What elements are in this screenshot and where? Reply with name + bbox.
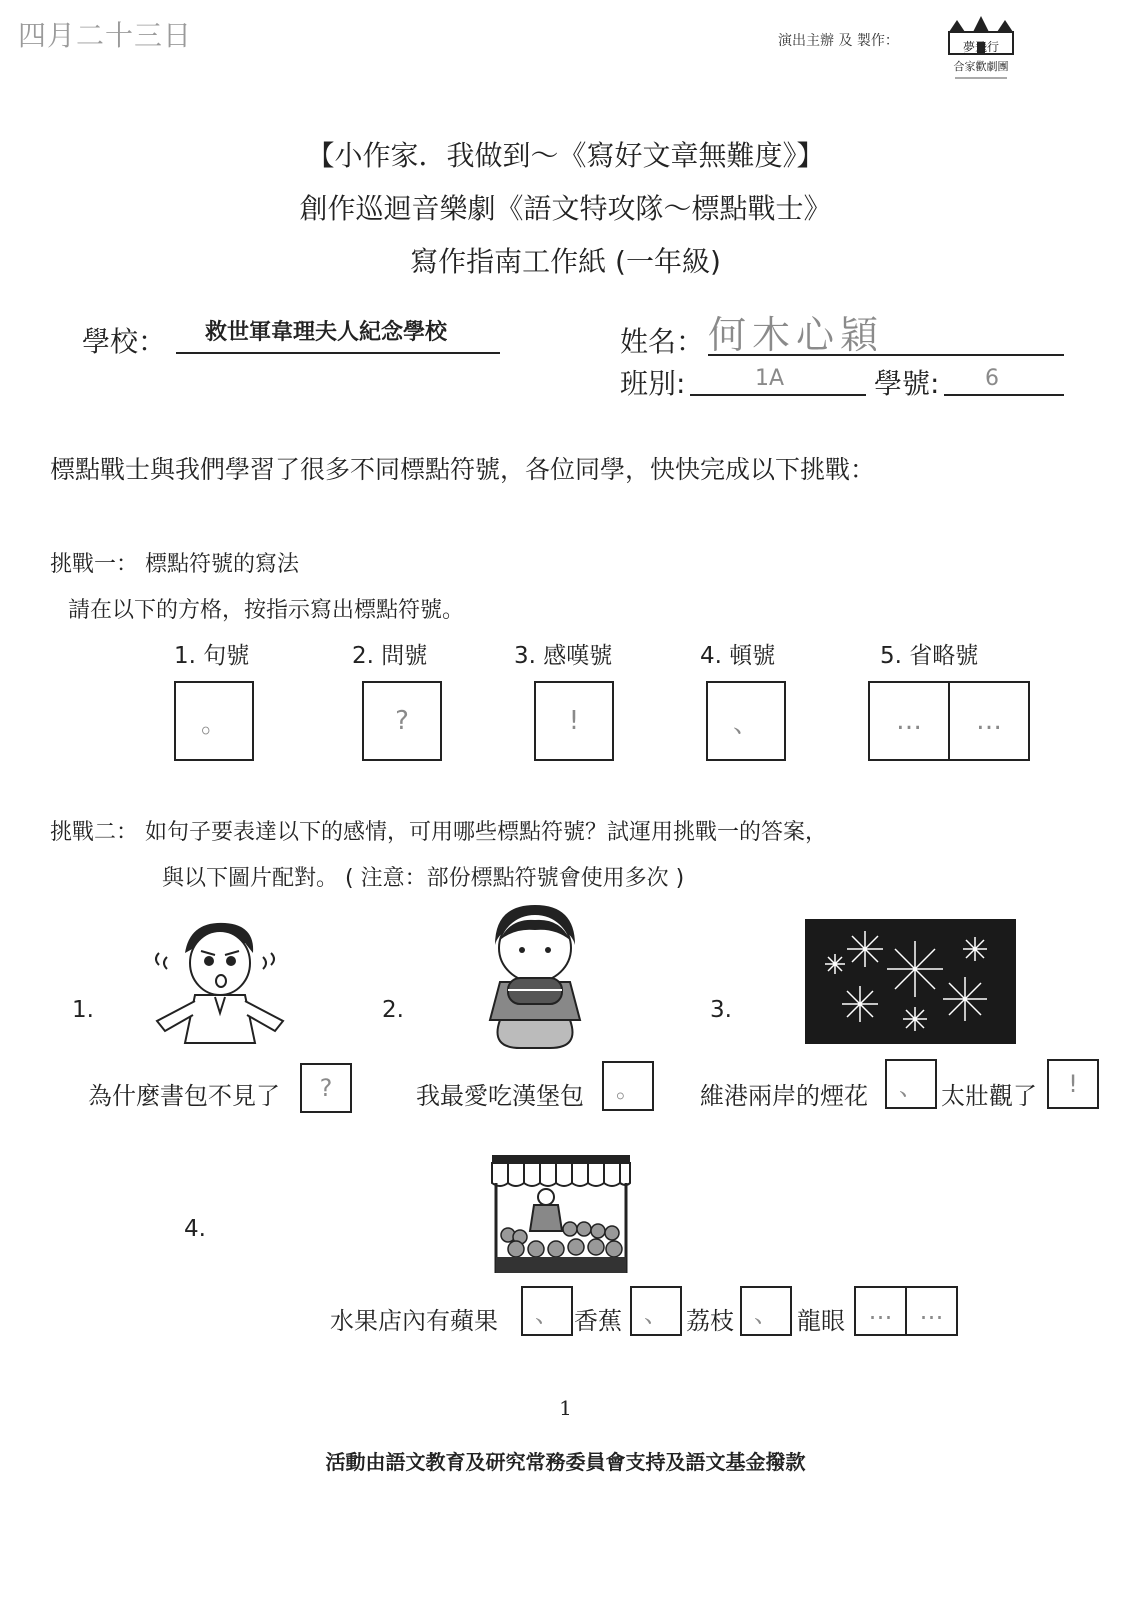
question-2-sentence: 我最愛吃漢堡包 <box>416 1082 584 1110</box>
school-label: 學校： <box>82 325 167 358</box>
question-4-sentence-part-2: 香蕉 <box>574 1307 622 1335</box>
question-4-answer-box-1[interactable]: 、 <box>521 1286 573 1336</box>
footer-funding-note: 活動由語文教育及研究常務委員會支持及語文基金撥款 <box>325 1450 806 1474</box>
question-3-answer-box-2[interactable]: ! <box>1047 1059 1099 1109</box>
punct-label-question: 2. 問號 <box>352 643 428 669</box>
school-value: 救世軍韋理夫人紀念學校 <box>205 319 448 345</box>
castle-logo-icon <box>935 14 1027 84</box>
challenge2-heading: 挑戰二： 如句子要表達以下的感情，可用哪些標點符號？試運用挑戰一的答案， <box>50 820 827 845</box>
title-line-2: 創作巡迴音樂劇《語文特攻隊～標點戰士》 <box>299 192 832 225</box>
boy-with-burger-icon <box>480 900 590 1050</box>
question-1-sentence: 為什麼書包不見了 <box>88 1082 280 1110</box>
punct-label-period: 1. 句號 <box>174 643 250 669</box>
question-4-sentence-part-1: 水果店內有蘋果 <box>330 1307 498 1335</box>
question-3-sentence-part-2: 太壯觀了 <box>941 1082 1037 1110</box>
challenge2-heading-2: 與以下圖片配對。 ( 注意：部份標點符號會使用多次 ) <box>162 866 685 891</box>
title-line-3: 寫作指南工作紙 (一年級) <box>410 245 721 278</box>
question-2-number: 2. <box>382 997 404 1023</box>
fruit-stall-icon <box>486 1153 636 1275</box>
class-label: 班別: <box>620 367 686 400</box>
troupe-logo <box>935 14 1027 88</box>
name-underline <box>708 354 1064 356</box>
number-underline <box>944 394 1064 396</box>
question-1-number: 1. <box>72 997 94 1023</box>
class-value: 1A <box>755 366 785 391</box>
question-4-answer-box-4[interactable]: … <box>854 1286 907 1336</box>
answer-box-exclamation[interactable]: ! <box>534 681 614 761</box>
answer-box-enumeration[interactable]: 、 <box>706 681 786 761</box>
number-label: 學號: <box>874 367 940 400</box>
fireworks-icon <box>805 919 1016 1044</box>
punct-label-ellipsis: 5. 省略號 <box>880 643 979 669</box>
organizer-label: 演出主辦 及 製作： <box>778 33 899 49</box>
question-4-sentence-part-4: 龍眼 <box>797 1307 845 1335</box>
question-3-sentence-part-1: 維港兩岸的煙花 <box>700 1082 868 1110</box>
svg-text:夢飛行: 夢飛行 <box>962 40 1000 54</box>
answer-box-ellipsis-1[interactable]: … <box>868 681 950 761</box>
answer-box-period[interactable]: 。 <box>174 681 254 761</box>
question-4-answer-box-5[interactable]: … <box>905 1286 958 1336</box>
question-4-sentence-part-3: 荔枝 <box>686 1307 734 1335</box>
number-value: 6 <box>985 366 999 391</box>
challenge1-instruction: 請在以下的方格，按指示寫出標點符號。 <box>68 598 465 623</box>
name-label: 姓名： <box>620 325 705 358</box>
challenge1-heading: 挑戰一： 標點符號的寫法 <box>50 552 299 577</box>
answer-box-question[interactable]: ? <box>362 681 442 761</box>
question-3-number: 3. <box>710 997 732 1023</box>
answer-box-ellipsis-2[interactable]: … <box>948 681 1030 761</box>
question-4-answer-box-3[interactable]: 、 <box>740 1286 792 1336</box>
question-3-answer-box-1[interactable]: 、 <box>885 1059 937 1109</box>
name-value: 何木心穎 <box>708 313 885 357</box>
confused-boy-icon <box>145 913 295 1048</box>
question-1-answer-box[interactable]: ? <box>300 1063 352 1113</box>
punct-label-enumeration: 4. 頓號 <box>700 643 776 669</box>
school-underline <box>176 352 500 354</box>
page-number: 1 <box>559 1396 572 1420</box>
question-4-answer-box-2[interactable]: 、 <box>630 1286 682 1336</box>
question-4-number: 4. <box>184 1216 206 1242</box>
handwritten-date: 四月二十三日 <box>18 19 193 52</box>
svg-text:合家歡劇團: 合家歡劇團 <box>953 60 1009 73</box>
punct-label-exclamation: 3. 感嘆號 <box>514 643 613 669</box>
question-2-answer-box[interactable]: 。 <box>602 1061 654 1111</box>
class-underline <box>690 394 866 396</box>
title-line-1: 【小作家．我做到～《寫好文章無難度》】 <box>306 139 825 172</box>
intro-text: 標點戰士與我們學習了很多不同標點符號，各位同學，快快完成以下挑戰： <box>50 455 876 484</box>
